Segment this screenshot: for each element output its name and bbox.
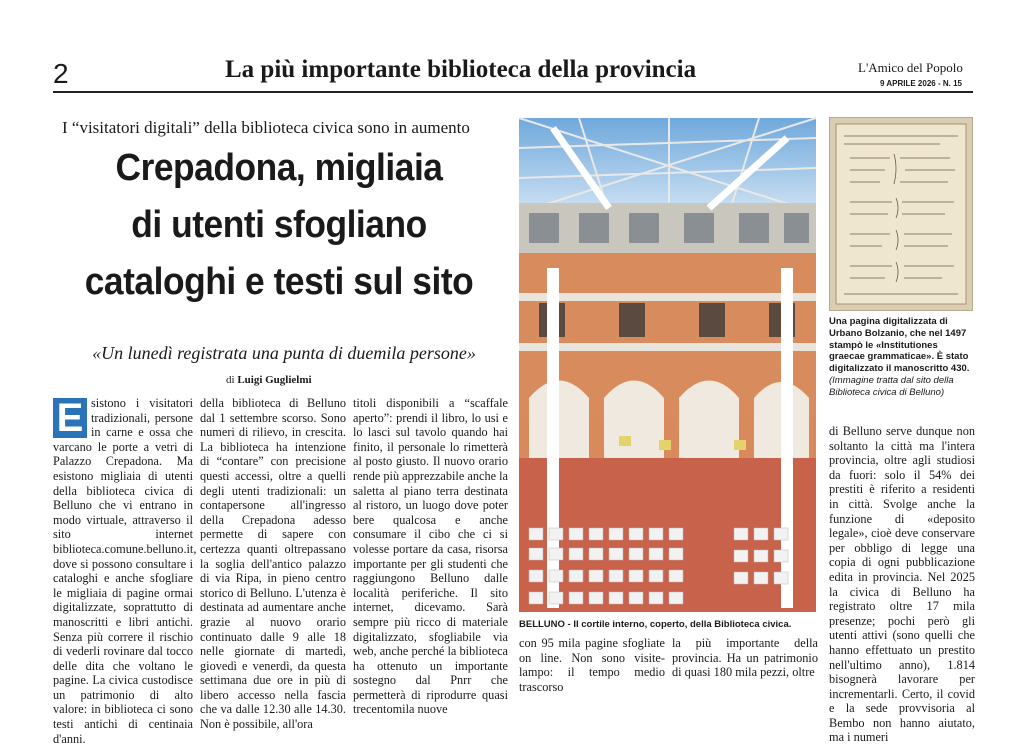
article-column-5: la più importante della provincia. Ha un patrimonio di quasi 180 mila pezzi, oltre xyxy=(672,636,818,680)
article-column-6: di Belluno serve dunque non soltanto la città ma l'intera provincia, oltre agli studiosi da fuori: solo il 54% dei prestiti è riferito a residenti in città. Svolge anche la funzione di «deposito legale», cioè deve conservare per obbligo di legge una copia di ogni pubblicazione edita in provincia. Nel 2025 la civica di Belluno ha registrato oltre 17 mila presenze; pochi però gli utenti attivi (sono quelli che hanno effettuato un prestito nell'ultimo anno), 1.814 bisognerà lavorare per incrementarli. Certo, il covid e la sede provvisoria al Bembo non hanno aiutato, ma i numeri xyxy=(829,424,975,745)
article-column-1 xyxy=(53,396,197,746)
byline xyxy=(226,374,312,386)
manuscript-caption-source: (Immagine tratta dal sito della Biblioteca civica di Belluno) xyxy=(829,374,954,398)
headline-line: Crepadona, migliaia xyxy=(115,147,443,189)
article-column-2: della biblioteca di Belluno dal 1 settembre scorso. Sono numeri di rilievo, in crescita. La biblioteca ha intenzione di “contare” con precisione questi accessi, oltre a quelli degli utenti tradizionali: un contapersone all'ingresso della Crepadona adesso permette di sapere con certezza quanti oltrepassano la soglia dell'antico palazzo di via Ripa, in pieno centro storico di Belluno. L'utenza è destinata ad aumentare anche grazie al nuovo orario continuato dalle 9 alle 18 nelle giornate di martedì, giovedì e venerdì, da questa settimana due ore in più di libero accesso nella fascia che va dalle 12.30 alle 14.30. Non è possibile, all'ora xyxy=(200,396,346,732)
manuscript-caption xyxy=(829,316,975,399)
page-number: 2 xyxy=(53,58,69,89)
headline-line: di utenti sfogliano xyxy=(131,204,427,246)
dropcap: E xyxy=(53,398,87,438)
article-column-3: titoli disponibili a “scaffale aperto”: prendi il libro, lo usi e lo lasci sul tavolo quando hai finito, il personale lo rimetterà al posto giusto. Il nuovo orario rende più apprezzabile anche la saletta al piano terra destinata al ristoro, un luogo dove poter bere qualcosa e anche consumare il cibo che ci si volesse portare da casa, risorsa importante per gli studenti che raggiungono Belluno dalle località periferiche. Il sito internet, dicevamo. Sarà sempre più ricco di materiale digitalizzato, sfogliabile via web, anche perché la biblioteca ha ottenuto un importante sostegno dal Pnrr che permetterà di riprodurre quasi trecentomila nuove xyxy=(353,396,508,717)
running-title: La più importante biblioteca della provincia xyxy=(225,56,697,83)
issue-date: 9 APRILE 2026 - N. 15 xyxy=(880,79,962,88)
column-text: sistono i visitatori tradizionali, persone in carne e ossa che varcano le porte a vetri di Palazzo Crepadona. Ma esistono migliaia di utenti della biblioteca civica di Belluno che vi entrano in modo virtuale, attraverso il sito internet biblioteca.comune.belluno.it, dove si possono consultare i cataloghi e anche sfogliare le migliaia di pagine ormai digitalizzate, soprattutto di manoscritti e libri antichi. Senza più correre il rischio di vederli rovinare dal tocco delle dita che voltano le pagine. La civica custodisce un patrimonio di alto valore: in biblioteca ci sono testi antichi di centinaia d'anni. xyxy=(53,396,197,746)
headline xyxy=(64,140,494,311)
photo-caption: BELLUNO - Il cortile interno, coperto, della Biblioteca civica. xyxy=(519,619,792,630)
headline-line: cataloghi e testi sul sito xyxy=(84,261,474,303)
library-courtyard-photo xyxy=(519,118,816,612)
header-rule xyxy=(53,91,973,93)
byline-prefix: di xyxy=(226,374,235,386)
manuscript-caption-bold: Una pagina digitalizzata di Urbano Bolzanio, che nel 1497 stampò le «Institutiones graecae grammaticae». È stato digitalizzato il manoscritto 430. xyxy=(829,316,970,375)
masthead: L'Amico del Popolo xyxy=(858,60,963,75)
subheadline: «Un lunedì registrata una punta di duemila persone» xyxy=(92,343,476,363)
manuscript-page-image xyxy=(829,117,973,311)
article-column-4: con 95 mila pagine sfogliate on line. Non sono visite-lampo: il tempo medio trascorso xyxy=(519,636,665,694)
byline-author: Luigi Guglielmi xyxy=(237,374,312,386)
kicker: I “visitatori digitali” della biblioteca civica sono in aumento xyxy=(62,118,470,137)
